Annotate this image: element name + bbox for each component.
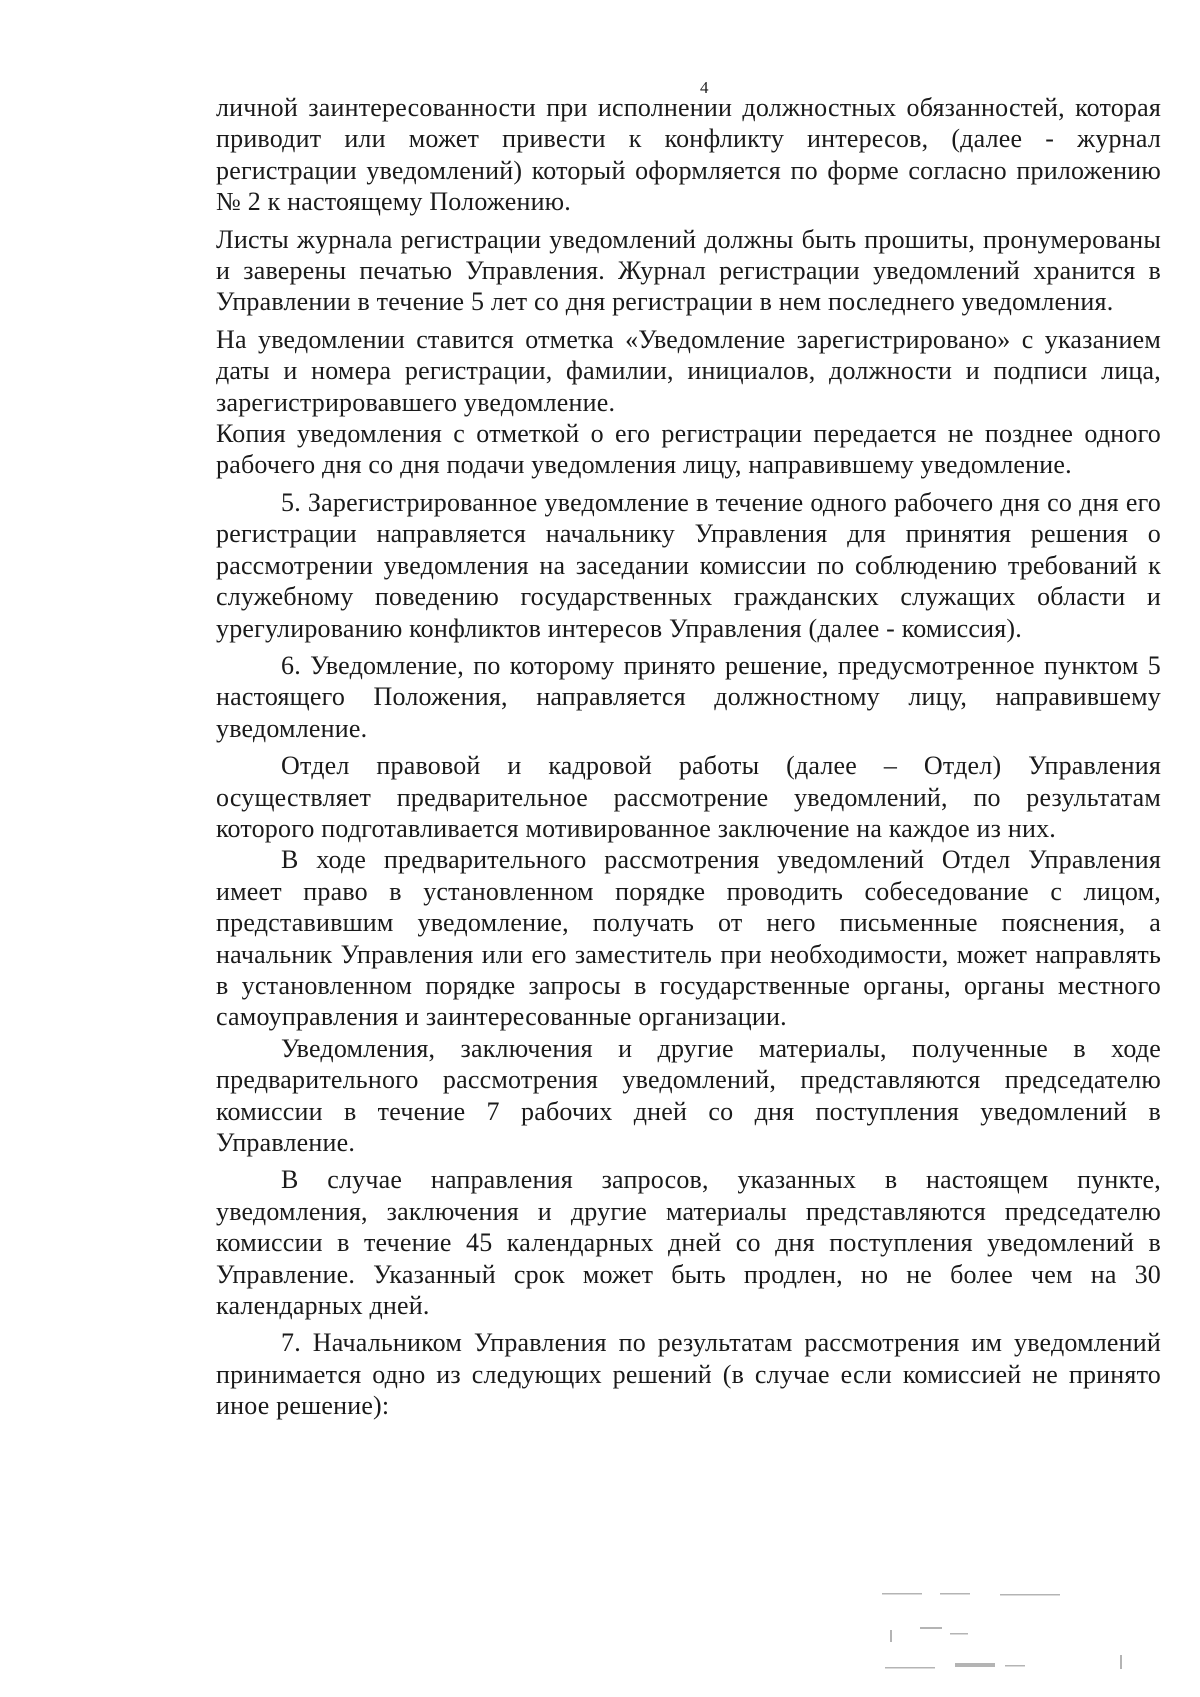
paragraph-materials-submission: Уведомления, заключения и другие материалы, полученные в ходе предварительного рассмотрения уведомлений, представляются председателю комиссии в течение 7 рабочих дней со дня поступления уведомлений в Управление. [216, 1033, 1161, 1157]
paragraph-preliminary-review: В ходе предварительного рассмотрения уведомлений Отдел Управления имеет право в установленном порядке проводить собеседование с лицом, представившим уведомление, получать от него письменные пояснения, а начальник Управления или его заместитель при необходимости, может направлять в установленном порядке запросы в государственные органы, органы местного самоуправления и заинтересованные организации. [216, 845, 1161, 1032]
paragraph-journal-continuation: личной заинтересованности при исполнении должностных обязанностей, которая приводит или может привести к конфликту интересов, (далее - журнал регистрации уведомлений) который оформляется по форме согласно приложению № 2 к настоящему Положению. [216, 93, 1161, 217]
paragraph-requests-deadline: В случае направления запросов, указанных в настоящем пункте, уведомления, заключения и другие материалы представляются председателю комиссии в течение 45 календарных дней со дня поступления уведомлений в Управление. Указанный срок может быть продлен, но не более чем на 30 календарных дней. [216, 1165, 1161, 1321]
paragraph-department-review: Отдел правовой и кадровой работы (далее – Отдел) Управления осуществляет предварительное рассмотрение уведомлений, по результатам которого подготавливается мотивированное заключение на каждое из них. [216, 751, 1161, 843]
paragraph-journal-sheets: Листы журнала регистрации уведомлений должны быть прошиты, пронумерованы и заверены печатью Управления. Журнал регистрации уведомлений хранится в Управлении в течение 5 лет со дня регистрации в нем последнего уведомления. [216, 224, 1161, 317]
document-body [216, 92, 1161, 1422]
page-number: 4 [700, 78, 709, 97]
paragraph-item-7: 7. Начальником Управления по результатам рассмотрения им уведомлений принимается одно из следующих решений (в случае если комиссией не принято иное решение): [216, 1328, 1161, 1421]
paragraph-item-6: 6. Уведомление, по которому принято решение, предусмотренное пунктом 5 настоящего Положения, направляется должностному лицу, направившему уведомление. [216, 650, 1161, 743]
paragraph-item-5: 5. Зарегистрированное уведомление в течение одного рабочего дня со дня его регистрации направляется начальнику Управления для принятия решения о рассмотрении уведомления на заседании комиссии по соблюдению требований к служебному поведению государственных гражданских служащих области и урегулированию конфликтов интересов Управления (далее - комиссия). [216, 487, 1161, 643]
paragraph-notification-copy: Копия уведомления с отметкой о его регистрации передается не позднее одного рабочего дня со дня подачи уведомления лицу, направившему уведомление. [216, 419, 1161, 480]
scan-noise-marks [880, 1585, 1140, 1685]
paragraph-registration-mark: На уведомлении ставится отметка «Уведомление зарегистрировано» с указанием даты и номера регистрации, фамилии, инициалов, должности и подписи лица, зарегистрировавшего уведомление. [216, 324, 1161, 417]
